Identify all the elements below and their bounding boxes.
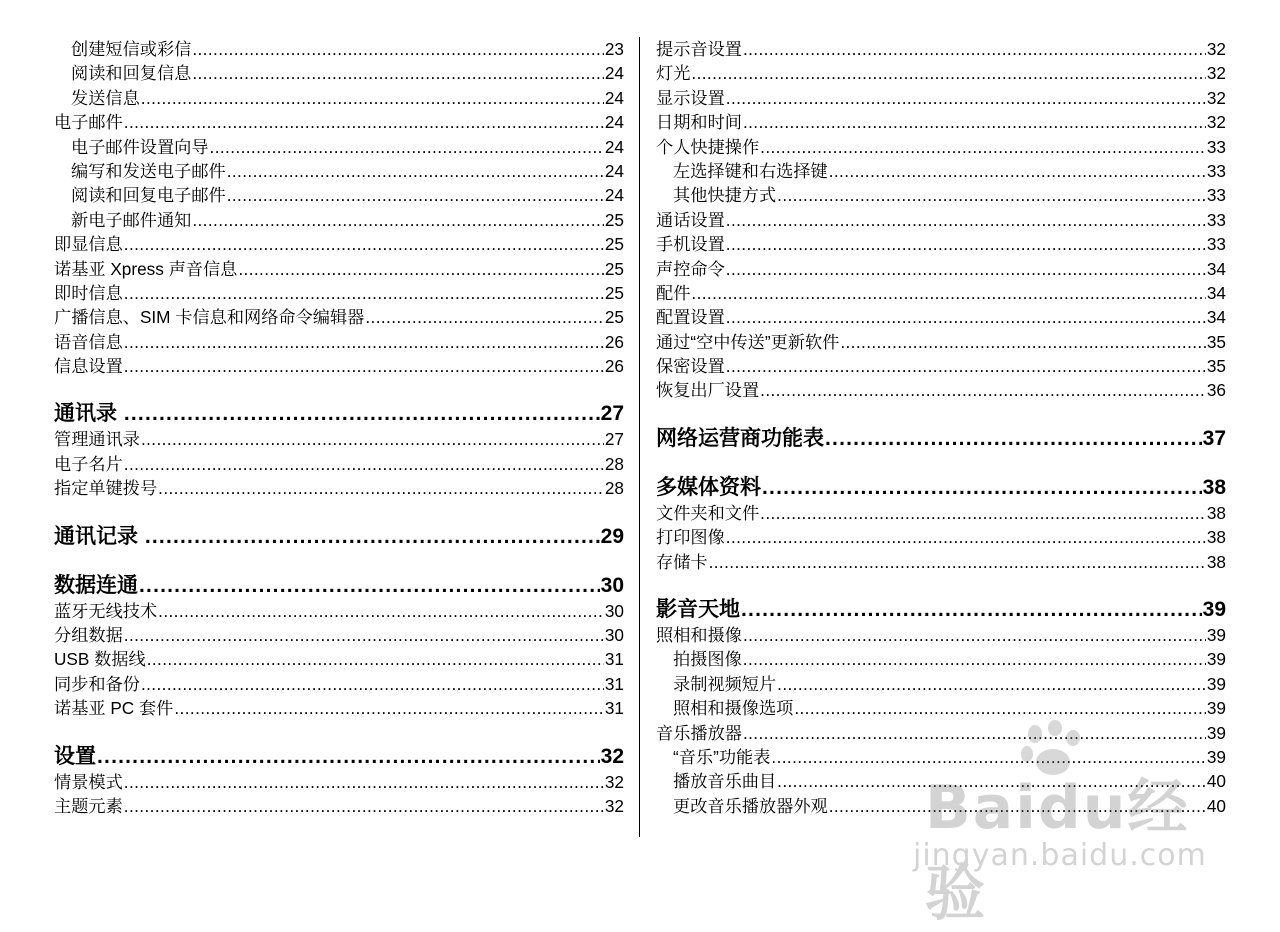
dot-leader bbox=[192, 37, 604, 61]
toc-entry bbox=[656, 745, 1226, 769]
toc-page-number: 31 bbox=[604, 698, 624, 719]
toc-page-number: 31 bbox=[604, 649, 624, 670]
toc-page-number: 25 bbox=[604, 307, 624, 328]
dot-leader bbox=[743, 721, 1206, 745]
toc-entry-title: 信息设置 bbox=[54, 356, 123, 377]
dot-leader bbox=[771, 745, 1205, 769]
toc-entry bbox=[656, 183, 1226, 207]
dot-leader bbox=[777, 183, 1206, 207]
toc-page-number: 39 bbox=[1206, 649, 1226, 670]
toc-page-number: 38 bbox=[1206, 551, 1226, 572]
dot-leader bbox=[825, 426, 1202, 452]
toc-entry bbox=[656, 794, 1226, 818]
dot-leader bbox=[777, 672, 1206, 696]
toc-page-number: 39 bbox=[1206, 722, 1226, 743]
toc-entry bbox=[54, 427, 624, 451]
toc-entry bbox=[656, 501, 1226, 525]
dot-leader bbox=[777, 769, 1206, 793]
toc-page-number: 28 bbox=[604, 478, 624, 499]
toc-entry-title: 即时信息 bbox=[54, 282, 123, 303]
dot-leader bbox=[124, 794, 604, 818]
toc-entry-title: USB 数据线 bbox=[54, 649, 146, 670]
dot-leader bbox=[794, 696, 1206, 720]
dot-leader bbox=[141, 86, 604, 110]
toc-entry bbox=[54, 86, 624, 110]
dot-leader bbox=[145, 524, 600, 550]
toc-entry bbox=[656, 257, 1226, 281]
toc-page-number: 24 bbox=[604, 63, 624, 84]
toc-page-number: 38 bbox=[1202, 475, 1226, 499]
toc-page-number: 38 bbox=[1206, 527, 1226, 548]
watermark-url: jingyan.baidu.com bbox=[913, 838, 1207, 873]
toc-page-number: 33 bbox=[1206, 160, 1226, 181]
toc-entry bbox=[54, 452, 624, 476]
toc-entry-title: 电子邮件设置向导 bbox=[71, 136, 209, 157]
dot-leader bbox=[97, 744, 600, 770]
toc-entry-title: 新电子邮件通知 bbox=[71, 209, 192, 230]
toc-page-number: 25 bbox=[604, 282, 624, 303]
toc-entry-title: 蓝牙无线技术 bbox=[54, 600, 158, 621]
toc-entry-title: 影音天地 bbox=[656, 598, 740, 622]
dot-leader bbox=[124, 281, 604, 305]
toc-entry-title: 拍摄图像 bbox=[673, 649, 742, 670]
dot-leader bbox=[192, 208, 604, 232]
dot-leader bbox=[227, 159, 604, 183]
toc-page-number: 33 bbox=[1206, 136, 1226, 157]
dot-leader bbox=[227, 183, 604, 207]
toc-entry bbox=[54, 696, 624, 720]
toc-section-heading bbox=[54, 524, 624, 550]
toc-entry-title: 编写和发送电子邮件 bbox=[71, 160, 226, 181]
dot-leader bbox=[726, 208, 1206, 232]
toc-entry bbox=[656, 550, 1226, 574]
toc-page-number: 26 bbox=[604, 356, 624, 377]
toc-entry-title: 通话设置 bbox=[656, 209, 725, 230]
toc-page-number: 32 bbox=[1206, 63, 1226, 84]
toc-entry-title: 电子邮件 bbox=[54, 112, 123, 133]
toc-section-heading bbox=[656, 426, 1226, 452]
dot-leader bbox=[124, 232, 604, 256]
toc-entry bbox=[656, 208, 1226, 232]
column-divider bbox=[639, 37, 640, 837]
toc-page-number: 33 bbox=[1206, 234, 1226, 255]
toc-page-number: 24 bbox=[604, 160, 624, 181]
toc-entry-title: 录制视频短片 bbox=[673, 673, 777, 694]
dot-leader bbox=[238, 257, 604, 281]
dot-leader bbox=[726, 86, 1206, 110]
dot-leader bbox=[124, 623, 604, 647]
toc-entry bbox=[54, 183, 624, 207]
toc-page-number: 34 bbox=[1206, 307, 1226, 328]
dot-leader bbox=[743, 110, 1206, 134]
dot-leader bbox=[760, 135, 1206, 159]
dot-leader bbox=[726, 257, 1206, 281]
toc-entry-title: 设置 bbox=[54, 744, 96, 768]
toc-entry-title: 提示音设置 bbox=[656, 39, 742, 59]
dot-leader bbox=[192, 61, 604, 85]
toc-page-number: 39 bbox=[1206, 625, 1226, 646]
toc-page-number: 34 bbox=[1206, 258, 1226, 279]
toc-page-number: 30 bbox=[600, 573, 624, 597]
dot-leader bbox=[691, 61, 1205, 85]
toc-entry bbox=[656, 378, 1226, 402]
dot-leader bbox=[743, 623, 1206, 647]
toc-page-number: 38 bbox=[1206, 502, 1226, 523]
dot-leader bbox=[743, 37, 1206, 61]
dot-leader bbox=[840, 330, 1206, 354]
toc-entry-title: “音乐”功能表 bbox=[673, 746, 771, 767]
toc-entry-title: 播放音乐曲目 bbox=[673, 771, 777, 792]
toc-entry-title: 存储卡 bbox=[656, 551, 708, 572]
toc-entry bbox=[54, 281, 624, 305]
dot-leader bbox=[124, 452, 604, 476]
toc-page-number: 29 bbox=[600, 524, 624, 548]
toc-entry bbox=[54, 599, 624, 623]
toc-entry-title: 同步和备份 bbox=[54, 673, 140, 694]
toc-page-number: 32 bbox=[1206, 112, 1226, 133]
toc-entry-title: 照相和摄像 bbox=[656, 625, 742, 646]
toc-entry-title: 多媒体资料 bbox=[656, 475, 761, 499]
toc-entry bbox=[656, 721, 1226, 745]
toc-entry-title: 音乐播放器 bbox=[656, 722, 742, 743]
toc-entry-title: 阅读和回复电子邮件 bbox=[71, 185, 226, 206]
toc-entry-title: 声控命令 bbox=[656, 258, 725, 279]
toc-entry-title: 广播信息、SIM 卡信息和网络命令编辑器 bbox=[54, 307, 365, 328]
toc-entry bbox=[656, 159, 1226, 183]
toc-page-number: 24 bbox=[604, 185, 624, 206]
toc-entry-title: 显示设置 bbox=[656, 87, 725, 108]
toc-entry-title: 发送信息 bbox=[71, 87, 140, 108]
dot-leader bbox=[829, 159, 1206, 183]
toc-right-column bbox=[656, 37, 1226, 818]
dot-leader bbox=[124, 330, 604, 354]
toc-entry-title: 照相和摄像选项 bbox=[673, 698, 794, 719]
toc-page-number: 32 bbox=[1206, 39, 1226, 59]
toc-entry bbox=[656, 110, 1226, 134]
toc-entry-title: 数据连通 bbox=[54, 573, 138, 597]
toc-section-heading bbox=[54, 744, 624, 770]
toc-entry bbox=[54, 135, 624, 159]
toc-entry-title: 语音信息 bbox=[54, 331, 123, 352]
toc-page-number: 27 bbox=[600, 402, 624, 426]
toc-page-number: 30 bbox=[604, 600, 624, 621]
toc-entry bbox=[54, 208, 624, 232]
toc-page-number: 24 bbox=[604, 87, 624, 108]
toc-entry-title: 即显信息 bbox=[54, 234, 123, 255]
toc-entry bbox=[54, 232, 624, 256]
toc-entry bbox=[656, 647, 1226, 671]
toc-section-heading bbox=[656, 475, 1226, 501]
toc-entry-title: 创建短信或彩信 bbox=[71, 39, 192, 59]
dot-leader bbox=[124, 401, 600, 427]
dot-leader bbox=[124, 110, 604, 134]
toc-entry bbox=[54, 794, 624, 818]
dot-leader bbox=[147, 647, 604, 671]
toc-entry-title: 情景模式 bbox=[54, 771, 123, 792]
toc-page-number: 36 bbox=[1206, 380, 1226, 401]
toc-entry-title: 灯光 bbox=[656, 63, 691, 84]
toc-entry bbox=[656, 330, 1226, 354]
toc-entry bbox=[656, 86, 1226, 110]
toc-section-heading bbox=[54, 401, 624, 427]
toc-page-number: 35 bbox=[1206, 331, 1226, 352]
dot-leader bbox=[210, 135, 604, 159]
toc-entry-title: 诺基亚 Xpress 声音信息 bbox=[54, 258, 238, 279]
toc-entry-title: 配置设置 bbox=[656, 307, 725, 328]
toc-entry-title: 手机设置 bbox=[656, 234, 725, 255]
toc-entry bbox=[656, 769, 1226, 793]
toc-entry bbox=[54, 305, 624, 329]
toc-page-number: 39 bbox=[1206, 673, 1226, 694]
watermark-logo: Baidu经验 bbox=[925, 773, 1190, 929]
toc-page-number: 34 bbox=[1206, 282, 1226, 303]
dot-leader bbox=[743, 647, 1206, 671]
toc-page-number: 28 bbox=[604, 453, 624, 474]
toc-entry bbox=[656, 232, 1226, 256]
dot-leader bbox=[174, 696, 604, 720]
toc-page-number: 39 bbox=[1206, 746, 1226, 767]
dot-leader bbox=[158, 599, 604, 623]
toc-page-number: 32 bbox=[604, 771, 624, 792]
toc-entry-title: 日期和时间 bbox=[656, 112, 742, 133]
dot-leader bbox=[141, 427, 604, 451]
toc-page-number: 39 bbox=[1206, 698, 1226, 719]
toc-page-number: 35 bbox=[1206, 356, 1226, 377]
toc-entry bbox=[54, 257, 624, 281]
toc-entry bbox=[656, 281, 1226, 305]
toc-left-column bbox=[54, 37, 624, 818]
toc-entry-title: 更改音乐播放器外观 bbox=[673, 795, 828, 816]
toc-entry-title: 保密设置 bbox=[656, 356, 725, 377]
toc-page-number: 25 bbox=[604, 258, 624, 279]
toc-entry bbox=[656, 135, 1226, 159]
dot-leader bbox=[829, 794, 1206, 818]
dot-leader bbox=[726, 232, 1206, 256]
dot-leader bbox=[709, 550, 1206, 574]
toc-entry bbox=[54, 354, 624, 378]
dot-leader bbox=[741, 597, 1202, 623]
toc-entry-title: 指定单键拨号 bbox=[54, 478, 158, 499]
toc-entry bbox=[54, 330, 624, 354]
toc-entry-title: 恢复出厂设置 bbox=[656, 380, 760, 401]
toc-entry-title: 通讯录 bbox=[54, 402, 123, 426]
toc-entry bbox=[54, 61, 624, 85]
toc-entry-title: 通讯记录 bbox=[54, 524, 144, 548]
toc-entry-title: 文件夹和文件 bbox=[656, 502, 760, 523]
dot-leader bbox=[124, 770, 604, 794]
toc-entry-title: 其他快捷方式 bbox=[673, 185, 777, 206]
toc-page-number: 24 bbox=[604, 112, 624, 133]
toc-section-heading bbox=[656, 597, 1226, 623]
dot-leader bbox=[762, 475, 1202, 501]
toc-page-number: 23 bbox=[604, 39, 624, 59]
toc-entry-title: 网络运营商功能表 bbox=[656, 426, 824, 450]
toc-entry bbox=[54, 623, 624, 647]
dot-leader bbox=[141, 672, 604, 696]
toc-entry bbox=[656, 354, 1226, 378]
toc-entry bbox=[54, 476, 624, 500]
toc-page-number: 26 bbox=[604, 331, 624, 352]
toc-page-number: 32 bbox=[1206, 87, 1226, 108]
toc-entry-title: 配件 bbox=[656, 282, 691, 303]
toc-page-number: 33 bbox=[1206, 185, 1226, 206]
toc-entry bbox=[656, 672, 1226, 696]
dot-leader bbox=[365, 305, 604, 329]
toc-page-number: 25 bbox=[604, 234, 624, 255]
toc-entry bbox=[54, 159, 624, 183]
toc-entry-title: 管理通讯录 bbox=[54, 429, 140, 450]
toc-entry bbox=[54, 770, 624, 794]
dot-leader bbox=[726, 354, 1206, 378]
toc-page-number: 27 bbox=[604, 429, 624, 450]
toc-entry-title: 个人快捷操作 bbox=[656, 136, 760, 157]
toc-entry bbox=[54, 37, 624, 61]
toc-page-number: 37 bbox=[1202, 426, 1226, 450]
toc-page-number: 39 bbox=[1202, 598, 1226, 622]
toc-entry-title: 左选择键和右选择键 bbox=[673, 160, 828, 181]
toc-entry-title: 分组数据 bbox=[54, 625, 123, 646]
toc-entry-title: 电子名片 bbox=[54, 453, 123, 474]
dot-leader bbox=[760, 501, 1206, 525]
dot-leader bbox=[726, 525, 1206, 549]
toc-page-number: 32 bbox=[604, 795, 624, 816]
toc-entry bbox=[656, 525, 1226, 549]
toc-page-number: 31 bbox=[604, 673, 624, 694]
toc-page-number: 30 bbox=[604, 625, 624, 646]
toc-entry-title: 打印图像 bbox=[656, 527, 725, 548]
toc-page-number: 25 bbox=[604, 209, 624, 230]
toc-page-number: 24 bbox=[604, 136, 624, 157]
toc-entry bbox=[54, 647, 624, 671]
toc-page-number: 32 bbox=[600, 744, 624, 768]
toc-section-heading bbox=[54, 573, 624, 599]
toc-entry-title: 诺基亚 PC 套件 bbox=[54, 698, 174, 719]
toc-page-number: 40 bbox=[1206, 771, 1226, 792]
toc-entry-title: 通过“空中传送”更新软件 bbox=[656, 331, 840, 352]
toc-entry bbox=[656, 37, 1226, 61]
toc-entry-title: 阅读和回复信息 bbox=[71, 63, 192, 84]
dot-leader bbox=[139, 573, 600, 599]
toc-page-number: 40 bbox=[1206, 795, 1226, 816]
toc-entry bbox=[656, 696, 1226, 720]
toc-entry bbox=[54, 672, 624, 696]
toc-entry bbox=[54, 110, 624, 134]
dot-leader bbox=[726, 305, 1206, 329]
toc-entry bbox=[656, 61, 1226, 85]
dot-leader bbox=[691, 281, 1205, 305]
toc-entry-title: 主题元素 bbox=[54, 795, 123, 816]
toc-entry bbox=[656, 305, 1226, 329]
toc-entry bbox=[656, 623, 1226, 647]
dot-leader bbox=[760, 378, 1206, 402]
dot-leader bbox=[158, 476, 604, 500]
dot-leader bbox=[124, 354, 604, 378]
toc-page-number: 33 bbox=[1206, 209, 1226, 230]
